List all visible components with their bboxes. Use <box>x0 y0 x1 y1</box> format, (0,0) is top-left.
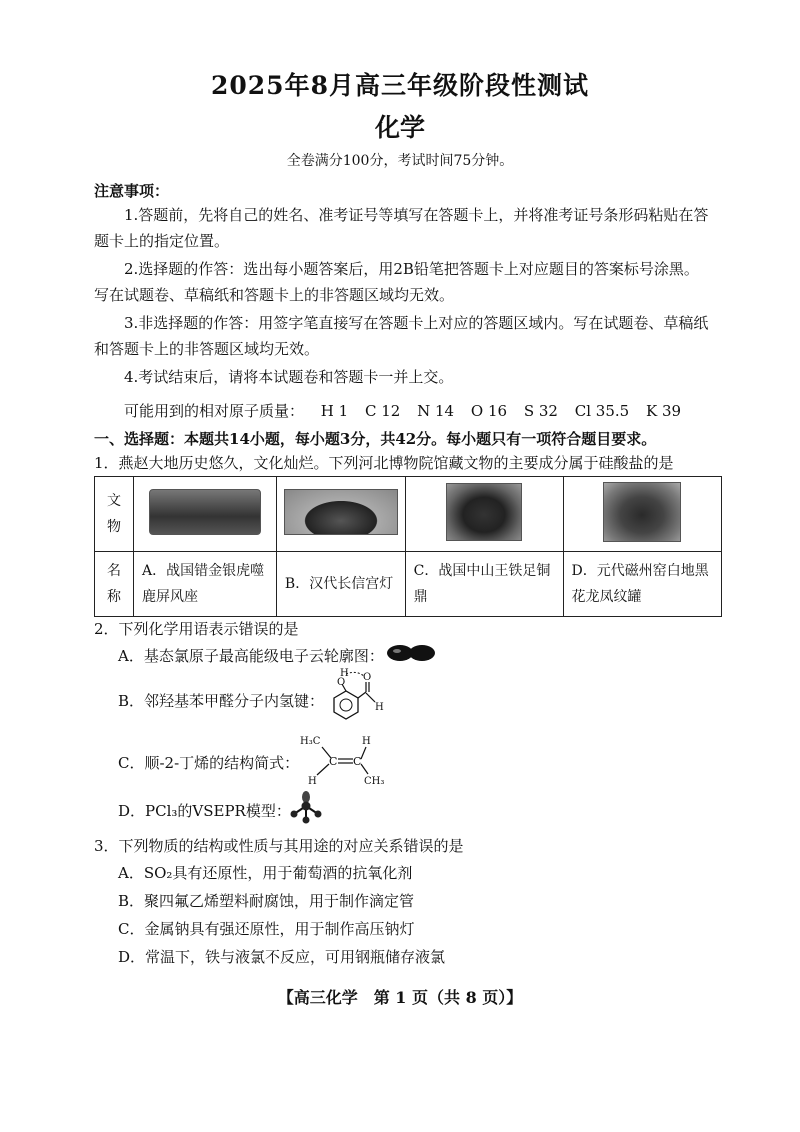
question-2-stem: 2．下列化学用语表示错误的是 <box>94 620 299 638</box>
artifact-image-c <box>405 477 563 552</box>
notice-line: 题卡上的指定位置。 <box>94 232 230 250</box>
jar-image <box>603 482 681 542</box>
q3-option-b: B．聚四氟乙烯塑料耐腐蚀，用于制作滴定管 <box>118 892 415 910</box>
artifact-image-b <box>276 477 405 552</box>
mass-value: C 12 <box>364 402 401 420</box>
row-label-name <box>95 552 134 617</box>
tripod-image <box>446 483 522 541</box>
artifact-image-a <box>134 477 277 552</box>
q2-option-b: B．邻羟基苯甲醛分子内氢键： <box>118 692 325 710</box>
q2-option-a: A．基态氯原子最高能级电子云轮廓图： <box>118 647 384 665</box>
artifact-image-d <box>563 477 721 552</box>
option-d-name <box>563 552 721 617</box>
notice-item-2 <box>94 256 699 308</box>
mass-value: K 39 <box>645 402 682 420</box>
option-text: C．战国中山王铁足铜 <box>413 563 551 579</box>
q3-option-d: D．常温下，铁与液氯不反应，可用钢瓶储存液氯 <box>118 948 446 966</box>
row-label-char: 物 <box>107 519 121 535</box>
atomic-masses <box>124 400 693 421</box>
struct-atom: H <box>308 776 317 786</box>
struct-atom: O <box>337 677 346 688</box>
subject-title: 化学 <box>374 113 425 142</box>
question-3-stem: 3．下列物质的结构或性质与其用途的对应关系错误的是 <box>94 837 464 855</box>
atomic-masses-label: 可能用到的相对原子质量： <box>124 402 305 420</box>
exam-info: 全卷满分100分，考试时间75分钟。 <box>286 153 514 169</box>
notice-heading: 注意事项： <box>94 182 170 200</box>
lamp-image <box>284 489 398 535</box>
struct-atom: C <box>329 755 338 768</box>
struct-atom: O <box>363 672 372 683</box>
mass-value: Cl 35.5 <box>574 402 630 420</box>
notice-line: 写在试题卷、草稿纸和答题卡上的非答题区域均无效。 <box>94 286 455 304</box>
mass-value: S 32 <box>523 402 558 420</box>
section-heading: 一、选择题：本题共14小题，每小题3分，共42分。每小题只有一项符合题目要求。 <box>94 430 657 448</box>
struct-atom: H <box>375 702 384 713</box>
struct-atom: H₃C <box>300 736 321 747</box>
exam-title: 2025年8月高三年级阶段性测试 <box>211 71 589 100</box>
struct-atom: CH₃ <box>364 776 385 786</box>
page-footer: 【高三化学 第 1 页（共 8 页）】 <box>277 988 523 1007</box>
mass-value: O 16 <box>470 402 508 420</box>
option-text: 鼎 <box>413 589 428 605</box>
row-label-char: 名 <box>107 563 121 579</box>
cis-2-butene-structure <box>298 730 388 786</box>
row-label-char: 文 <box>107 493 121 509</box>
notice-item-4 <box>94 364 453 390</box>
question-1-stem: 1．燕赵大地历史悠久，文化灿烂。下列河北博物院馆藏文物的主要成分属于硅酸盐的是 <box>94 454 674 472</box>
notice-item-1 <box>94 202 708 254</box>
option-a-name <box>134 552 277 617</box>
q2-option-c: C．顺-2-丁烯的结构简式： <box>118 754 300 772</box>
bronze-screen-base-image <box>149 489 261 535</box>
notice-line: 和答题卡上的非答题区域均无效。 <box>94 340 320 358</box>
q3-option-a: A．SO₂具有还原性，用于葡萄酒的抗氧化剂 <box>118 864 413 882</box>
option-text: B．汉代长信宫灯 <box>284 576 394 592</box>
notice-line: 1.答题前，先将自己的姓名、准考证号等填写在答题卡上，并将准考证号条形码粘贴在答 <box>124 206 709 224</box>
notice-line: 4.考试结束后，请将本试题卷和答题卡一并上交。 <box>124 368 454 386</box>
q3-option-c: C．金属钠具有强还原性，用于制作高压钠灯 <box>118 920 415 938</box>
option-text: D．元代磁州窑白地黑 <box>571 563 709 579</box>
q2-option-d: D．PCl₃的VSEPR模型： <box>118 802 291 820</box>
row-label-char: 称 <box>107 589 121 605</box>
struct-atom: C <box>353 755 362 768</box>
option-b-name <box>276 552 405 617</box>
option-text: 花龙凤纹罐 <box>571 589 642 605</box>
notice-item-3 <box>94 310 708 362</box>
notice-line: 3.非选择题的作答：用签字笔直接写在答题卡上对应的答题区域内。写在试题卷、草稿纸 <box>124 314 709 332</box>
p-orbital-icon <box>385 641 437 665</box>
option-text: A．战国错金银虎噬 <box>142 563 265 579</box>
notice-line: 2.选择题的作答：选出每小题答案后，用2B铅笔把答题卡上对应题目的答案标号涂黑。 <box>124 260 699 278</box>
o-hydroxybenzaldehyde-structure <box>320 668 390 728</box>
struct-atom: H <box>340 668 349 679</box>
artifact-table <box>94 476 722 617</box>
vsepr-tetrahedral-model-icon <box>288 790 328 824</box>
option-c-name <box>405 552 563 617</box>
struct-atom: H <box>362 736 371 747</box>
mass-value: N 14 <box>417 402 455 420</box>
mass-value: H 1 <box>320 402 349 420</box>
option-text: 鹿屏风座 <box>142 589 198 605</box>
row-label-artifact <box>95 477 134 552</box>
